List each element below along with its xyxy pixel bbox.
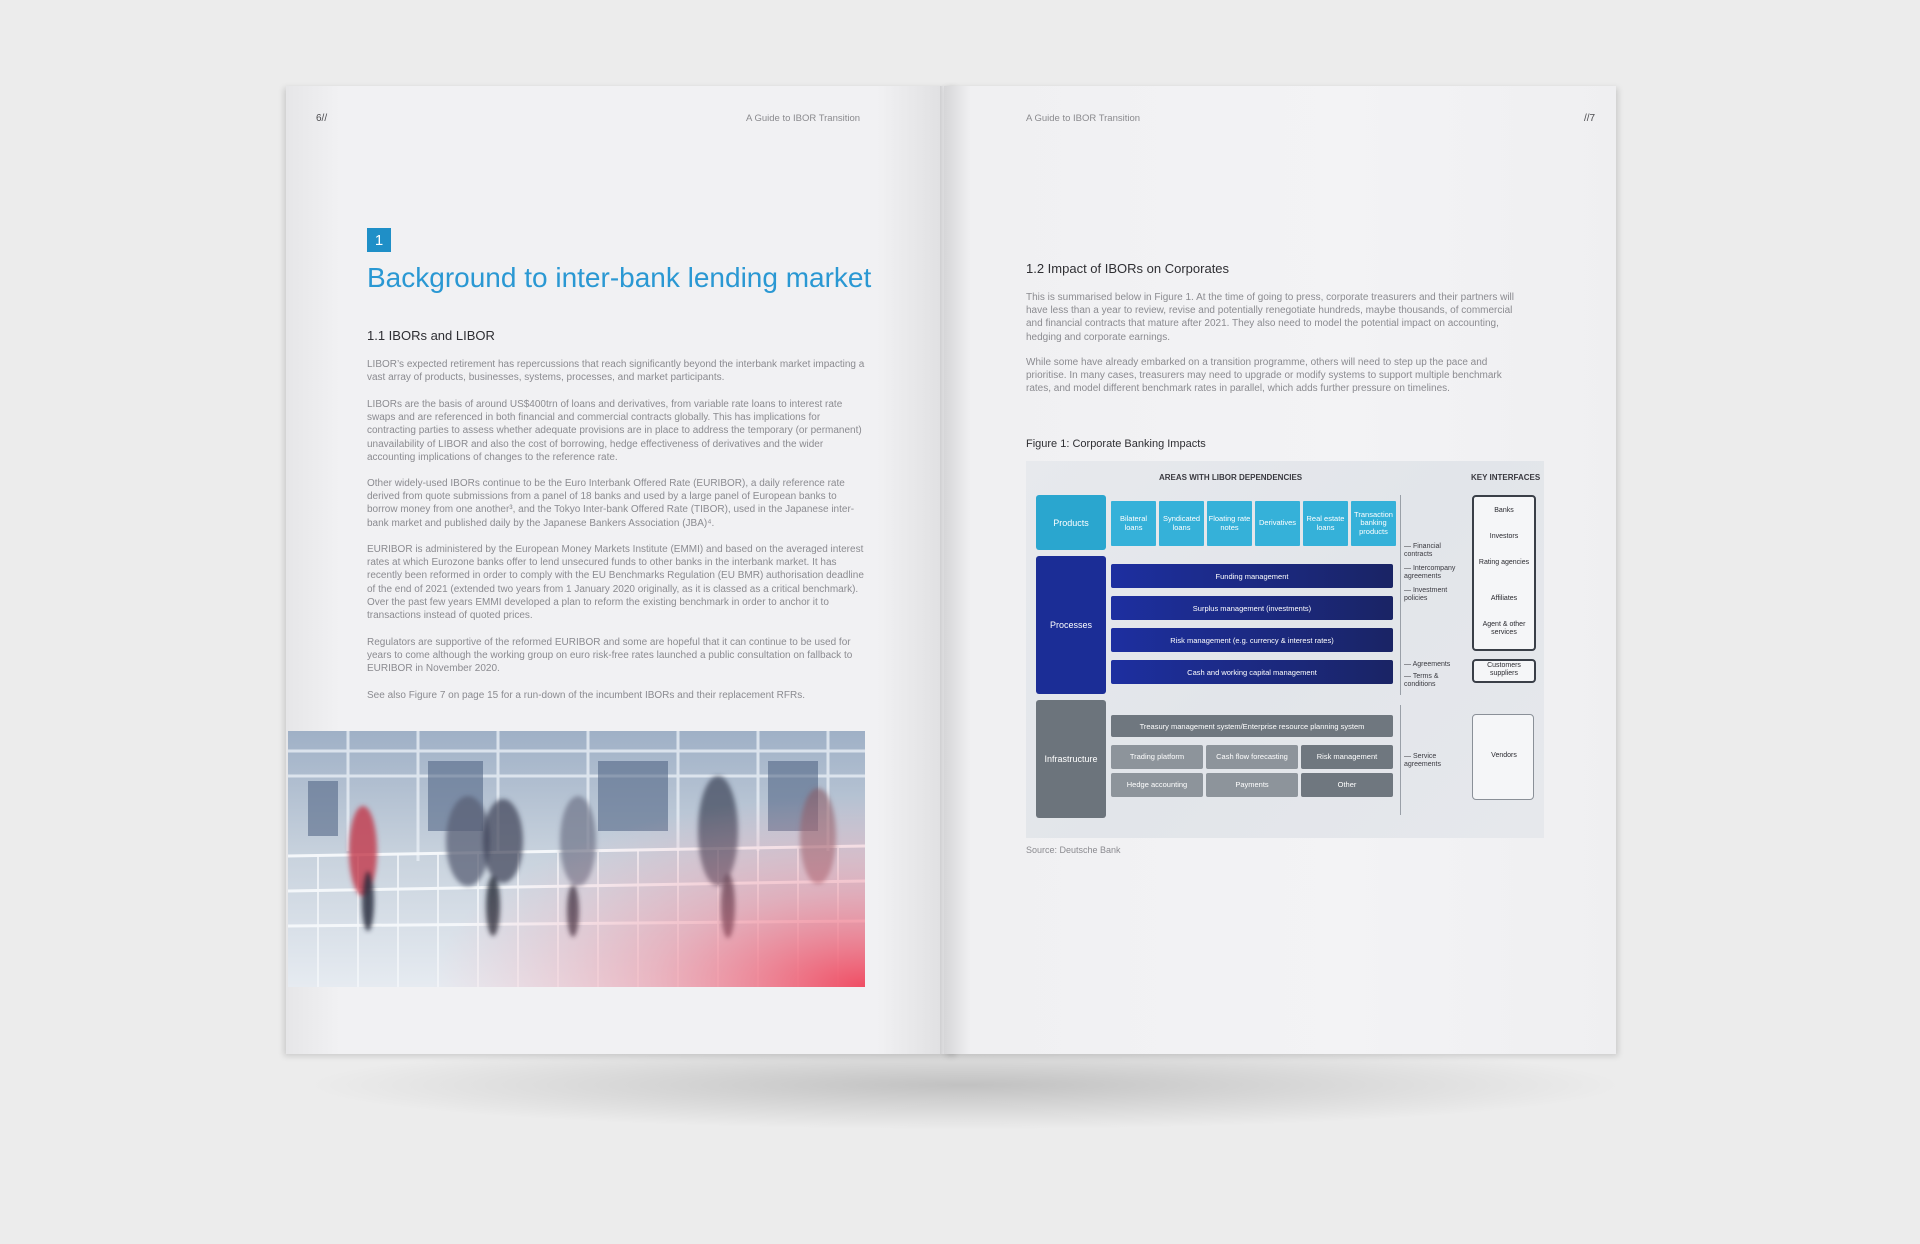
paragraph: Regulators are supportive of the reformed EURIBOR and some are hopeful that it can continue to be used for years to come although the working group on euro risk-free rates launched a public consultation on fallback to EURIBOR in November 2020. [367,637,853,675]
product-tile: Bilateral loans [1111,501,1156,546]
corporate-banking-impacts-diagram [1026,461,1544,838]
infrastructure-item: Trading platform [1111,745,1203,769]
dependency-label: — Investment policies [1404,587,1464,603]
process-bar: Funding management [1111,564,1393,588]
category-products: Products [1036,495,1106,550]
paragraph: While some have already embarked on a transition programme, others will need to step up the pace and prioritise. In many cases, treasurers may need to upgrade or modify systems to support multiple benchmark rates, and model different benchmark rates in parallel, which adds further pressure on timelines. [1026,357,1502,395]
paragraph: Other widely-used IBORs continue to be the Euro Interbank Offered Rate (EURIBOR), a daily reference rate derived from quote submissions from a panel of 18 banks and used by a large panel of European banks to borrow money from one another³, and the Tokyo Inter-bank Offered Rate (TIBOR), used in the Japanese inter-bank market and published daily by the Japanese Bankers Association (JBA)⁴. [367,478,855,529]
product-tile: Real estate loans [1303,501,1348,546]
page-number: //7 [1584,113,1596,124]
dependency-label: — Terms & conditions [1404,673,1464,689]
interface-item: Banks [1494,507,1514,514]
interface-item: Customers suppliers [1487,662,1521,677]
process-bar: Surplus management (investments) [1111,596,1393,620]
product-tile: Syndicated loans [1159,501,1204,546]
chapter-number-badge: 1 [367,228,391,252]
paragraph: EURIBOR is administered by the European Money Markets Institute (EMMI) and based on the averaged interest rates at which Eurozone banks offer to lend unsecured funds to other banks in the interbank market. It has recently been reformed in order to comply with the EU Benchmarks Regulation (EU BMR) authorisation deadline of the end of 2021 (extended two years from 1 January 2020 originally, as it is classed as a critical benchmark). Over the past few years EMMI developed a plan to reform the existing benchmark in order to anchor it to transactions instead of quoted prices. [367,544,864,622]
product-tile: Floating rate notes [1207,501,1252,546]
interface-item: Affiliates [1490,595,1518,602]
infrastructure-item: Cash flow forecasting [1206,745,1298,769]
process-bar: Cash and working capital management [1111,660,1393,684]
left-page [286,86,958,1054]
figure-source: Source: Deutsche Bank [1026,845,1121,855]
category-infrastructure: Infrastructure [1036,700,1106,818]
product-tile: Derivatives [1255,501,1300,546]
paragraph: LIBOR’s expected retirement has repercussions that reach significantly beyond the interbank market impacting a vast array of products, businesses, systems, processes, and market participants. [367,359,865,384]
infrastructure-item: Hedge accounting [1111,773,1203,797]
infrastructure-item: Risk management [1301,745,1393,769]
interface-item: Agent & other services [1482,621,1526,636]
dependency-label: — Intercompany agreements [1404,565,1466,581]
dependency-label: — Financial contracts [1404,543,1464,559]
interface-item: Vendors [1491,752,1517,759]
process-bar: Risk management (e.g. currency & interest rates) [1111,628,1393,652]
interface-item: Investors [1489,533,1519,540]
infrastructure-item: Payments [1206,773,1298,797]
paragraph: This is summarised below in Figure 1. At the time of going to press, corporate treasurers and their partners will have less than a year to review, revise and potentially renegotiate hundreds, maybe thousands, of commercial and financial contracts that mature after 2021. They also need to model the potential impact on accounting, hedging and corporate earnings. [1026,292,1514,343]
figure-label: Figure 1: Corporate Banking Impacts [1026,438,1206,450]
product-tile: Transaction banking products [1351,501,1396,546]
separator-line [1400,495,1401,695]
running-header: A Guide to IBOR Transition [746,113,861,124]
right-page [944,86,1616,1054]
running-header: A Guide to IBOR Transition [1026,113,1141,124]
infrastructure-main-bar: Treasury management system/Enterprise resource planning system [1111,715,1393,737]
dependency-label: — Service agreements [1404,753,1464,769]
section-title: 1.2 Impact of IBORs on Corporates [1026,261,1230,276]
paragraph: LIBORs are the basis of around US$400trn of loans and derivatives, from variable rate loans to interest rate swaps and are referenced in both financial and commercial contracts globally. This has implications for contracting parties to assess whether adequate provisions are in place to address the temporary (or permanent) unavailability of LIBOR and also the cost of borrowing, hedge effectiveness of derivatives and the wider accounting implications of changes to the reference rate. [367,399,862,463]
separator-line [1400,705,1401,815]
interface-item: Rating agencies [1478,559,1530,566]
chapter-title: Background to inter-bank lending market [367,262,872,293]
page-number: 6// [316,113,328,124]
atrium-photo [288,731,865,987]
paragraph: See also Figure 7 on page 15 for a run-down of the incumbent IBORs and their replacement RFRs. [367,690,806,701]
category-processes: Processes [1036,556,1106,694]
section-title: 1.1 IBORs and LIBOR [367,328,495,343]
interfaces-heading: KEY INTERFACES [1471,473,1541,482]
areas-heading: AREAS WITH LIBOR DEPENDENCIES [1159,473,1303,482]
dependency-label: — Agreements [1404,661,1464,669]
infrastructure-item: Other [1301,773,1393,797]
